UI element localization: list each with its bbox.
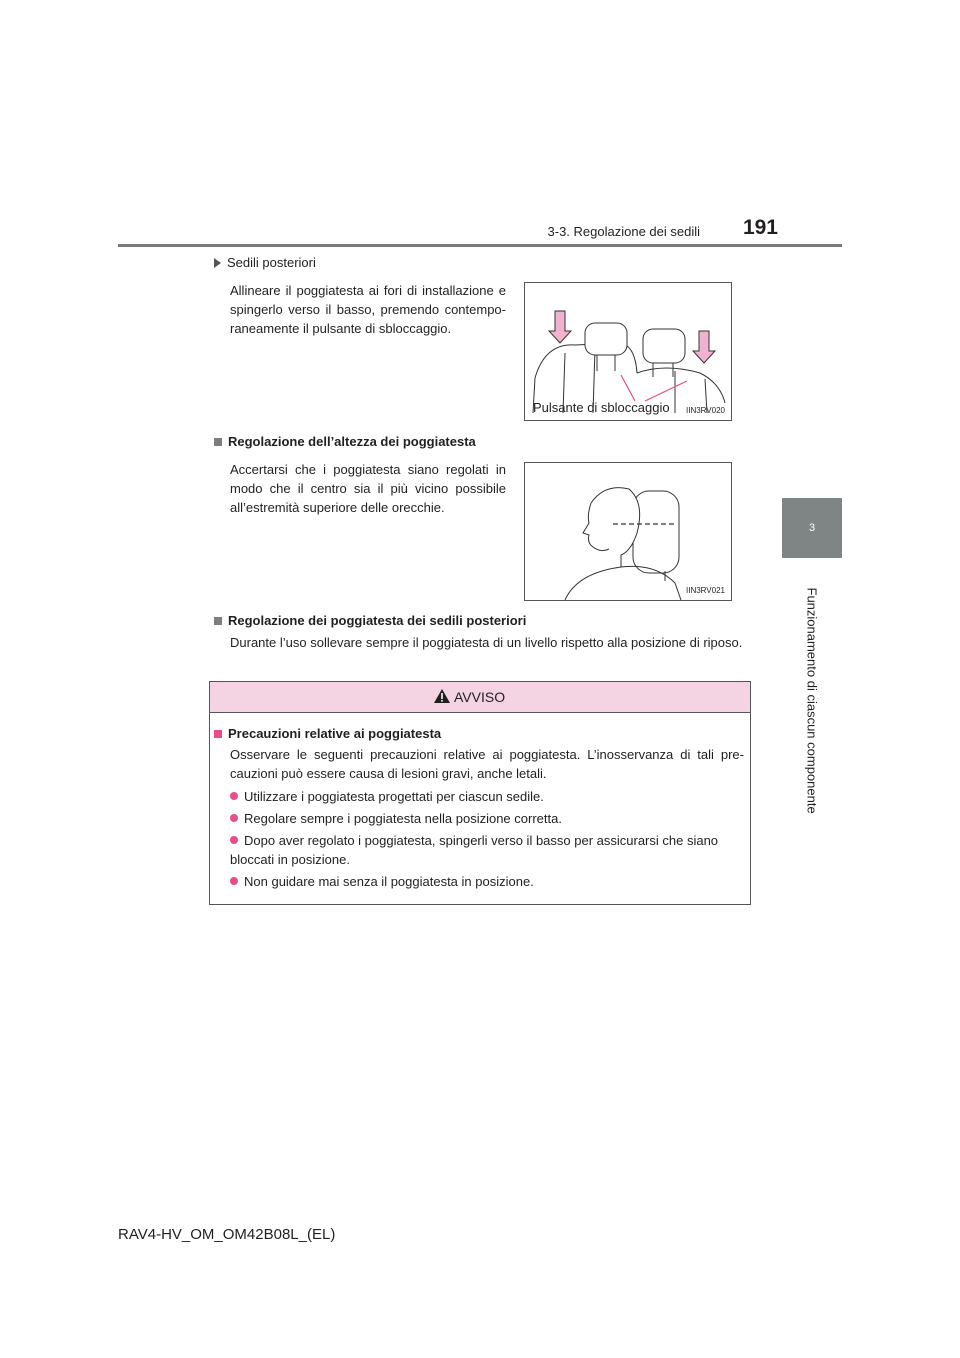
warning-bullet-text: Utilizzare i poggiatesta progettati per ciascun sedile. bbox=[244, 789, 544, 804]
chapter-tab bbox=[782, 498, 842, 558]
bullet-dot-icon bbox=[230, 836, 238, 844]
warning-bullet bbox=[230, 831, 744, 869]
rear-seats-heading bbox=[214, 255, 316, 270]
figure-code: IIN3RV021 bbox=[686, 586, 725, 595]
warning-heading bbox=[214, 726, 441, 741]
bullet-dot-icon bbox=[230, 792, 238, 800]
rear-seats-text: Allineare il poggiatesta ai fori di installazione e spingerlo verso il basso, premendo contemporaneamente il pulsante di sbloccaggio. bbox=[230, 283, 506, 336]
head-position-illustration bbox=[525, 463, 731, 600]
figure-code: IIN3RV020 bbox=[686, 406, 725, 415]
section-title: 3-3. Regolazione dei sedili bbox=[547, 224, 700, 239]
warning-bullet-text: Non guidare mai senza il poggiatesta in posizione. bbox=[244, 874, 534, 889]
warning-header bbox=[210, 682, 750, 713]
rear-adjust-heading-text: Regolazione dei poggiatesta dei sedili posteriori bbox=[228, 613, 527, 628]
page-number: 191 bbox=[742, 216, 778, 239]
warning-bullet-text: Dopo aver regolato i poggiatesta, spingerli verso il basso per assicurarsi che siano bloccati in posizione. bbox=[230, 833, 719, 867]
head-position-figure bbox=[524, 462, 732, 601]
warning-heading-text: Precauzioni relative ai poggiatesta bbox=[228, 726, 442, 741]
warning-intro: Osservare le seguenti precauzioni relative ai poggiatesta. L’inosservanza di tali precauzioni può essere causa di lesioni gravi, anche letali. bbox=[230, 747, 744, 781]
warning-bullet bbox=[230, 809, 744, 828]
triangle-bullet-icon bbox=[214, 258, 221, 268]
warning-triangle-icon bbox=[433, 688, 451, 704]
square-bullet-icon bbox=[214, 617, 222, 625]
document-code: RAV4-HV_OM_OM42B08L_(EL) bbox=[118, 1226, 336, 1243]
rear-seats-heading-text: Sedili posteriori bbox=[227, 255, 316, 270]
bullet-dot-icon bbox=[230, 814, 238, 822]
warning-title: AVVISO bbox=[454, 689, 506, 705]
release-button-callout: Pulsante di sbloccaggio bbox=[533, 400, 670, 415]
rear-headrest-figure bbox=[524, 282, 732, 421]
height-adjust-text: Accertarsi che i poggiatesta siano regolati in modo che il centro sia il più vicino possibile all’estremità superiore delle orecchie. bbox=[230, 462, 506, 515]
warning-box bbox=[209, 681, 751, 905]
rear-adjust-heading bbox=[214, 613, 526, 628]
warning-bullet-text: Regolare sempre i poggiatesta nella posizione corretta. bbox=[244, 811, 562, 826]
square-bullet-icon bbox=[214, 730, 222, 738]
chapter-label: Funzionamento di ciascun componente bbox=[804, 587, 820, 814]
rear-adjust-text: Durante l’uso sollevare sempre il poggiatesta di un livello rispetto alla posizione di riposo. bbox=[230, 635, 743, 650]
warning-bullet bbox=[230, 787, 744, 806]
chapter-number: 3 bbox=[808, 522, 816, 534]
bullet-dot-icon bbox=[230, 877, 238, 885]
height-adjust-heading bbox=[214, 434, 476, 449]
height-adjust-heading-text: Regolazione dell’altezza dei poggiatesta bbox=[228, 434, 476, 449]
header-rule bbox=[118, 244, 842, 247]
warning-bullet bbox=[230, 872, 744, 891]
square-bullet-icon bbox=[214, 438, 222, 446]
